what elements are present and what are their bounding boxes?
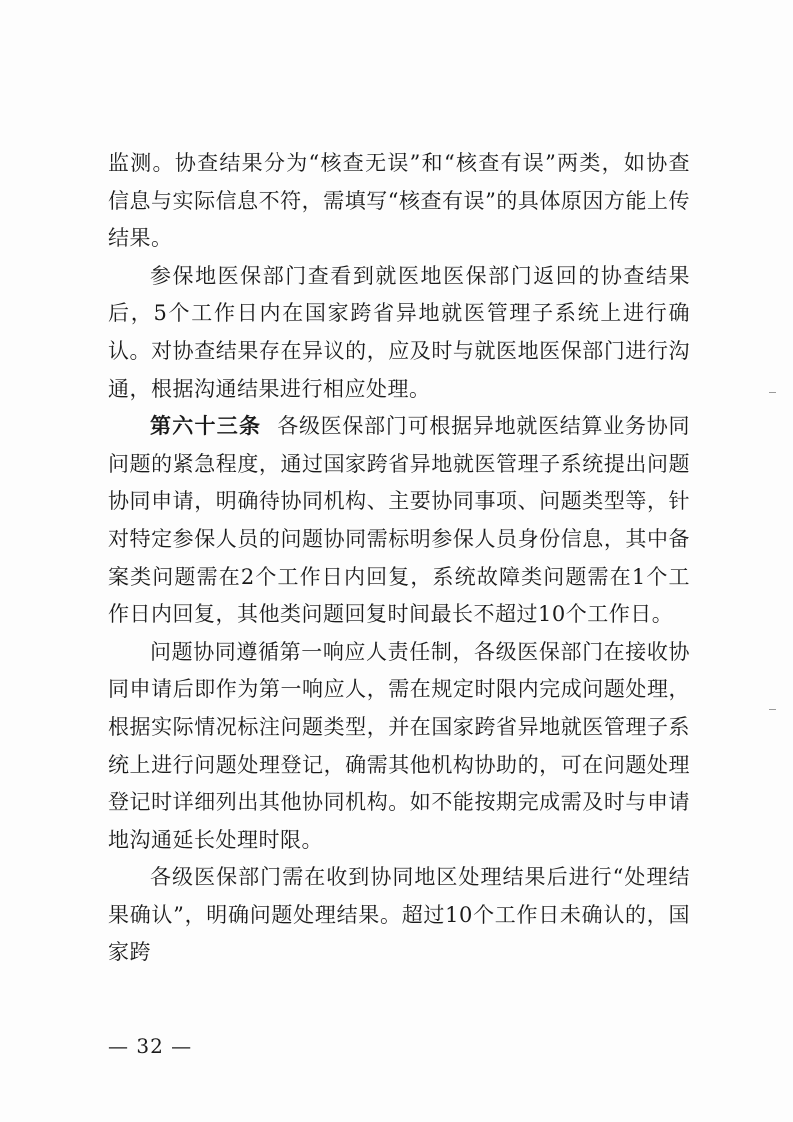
- page-number: — 32 —: [108, 1034, 193, 1058]
- scan-margin-mark: [769, 709, 776, 710]
- document-body: [108, 145, 690, 972]
- paragraph-article-63: [108, 408, 690, 634]
- paragraph-first-responder: 问题协同遵循第一响应人责任制，各级医保部门在接收协同申请后即作为第一响应人，需在规定时限内完成问题处理，根据实际情况标注问题类型，并在国家跨省异地就医管理子系统上进行问题处理登记，确需其他机构协助的，可在问题处理登记时详细列出其他协同机构。如不能按期完成需及时与申请地沟通延长处理时限。: [108, 639, 690, 852]
- article-63-text: 各级医保部门可根据异地就医结算业务协同问题的紧急程度，通过国家跨省异地就医管理子系统提出问题协同申请，明确待协同机构、主要协同事项、问题类型等，针对特定参保人员的问题协同需标明参保人员身份信息，其中备案类问题需在2个工作日内回复，系统故障类问题需在1个工作日内回复，其他类问题回复时间最长不超过10个工作日。: [108, 414, 691, 627]
- scan-margin-mark: [769, 392, 776, 393]
- paragraph-monitoring-results: 监测。协查结果分为“核查无误”和“核查有误”两类，如协查信息与实际信息不符，需填写“核查有误”的具体原因方能上传结果。: [108, 151, 690, 251]
- paragraph-result-confirmation: 各级医保部门需在收到协同地区处理结果后进行“处理结果确认”，明确问题处理结果。超过10个工作日未确认的，国家跨: [108, 865, 690, 965]
- article-heading: 第六十三条: [150, 414, 262, 439]
- paragraph-insured-confirmation: 参保地医保部门查看到就医地医保部门返回的协查结果后，5个工作日内在国家跨省异地就医管理子系统上进行确认。对协查结果存在异议的，应及时与就医地医保部门进行沟通，根据沟通结果进行相应处理。: [108, 263, 690, 401]
